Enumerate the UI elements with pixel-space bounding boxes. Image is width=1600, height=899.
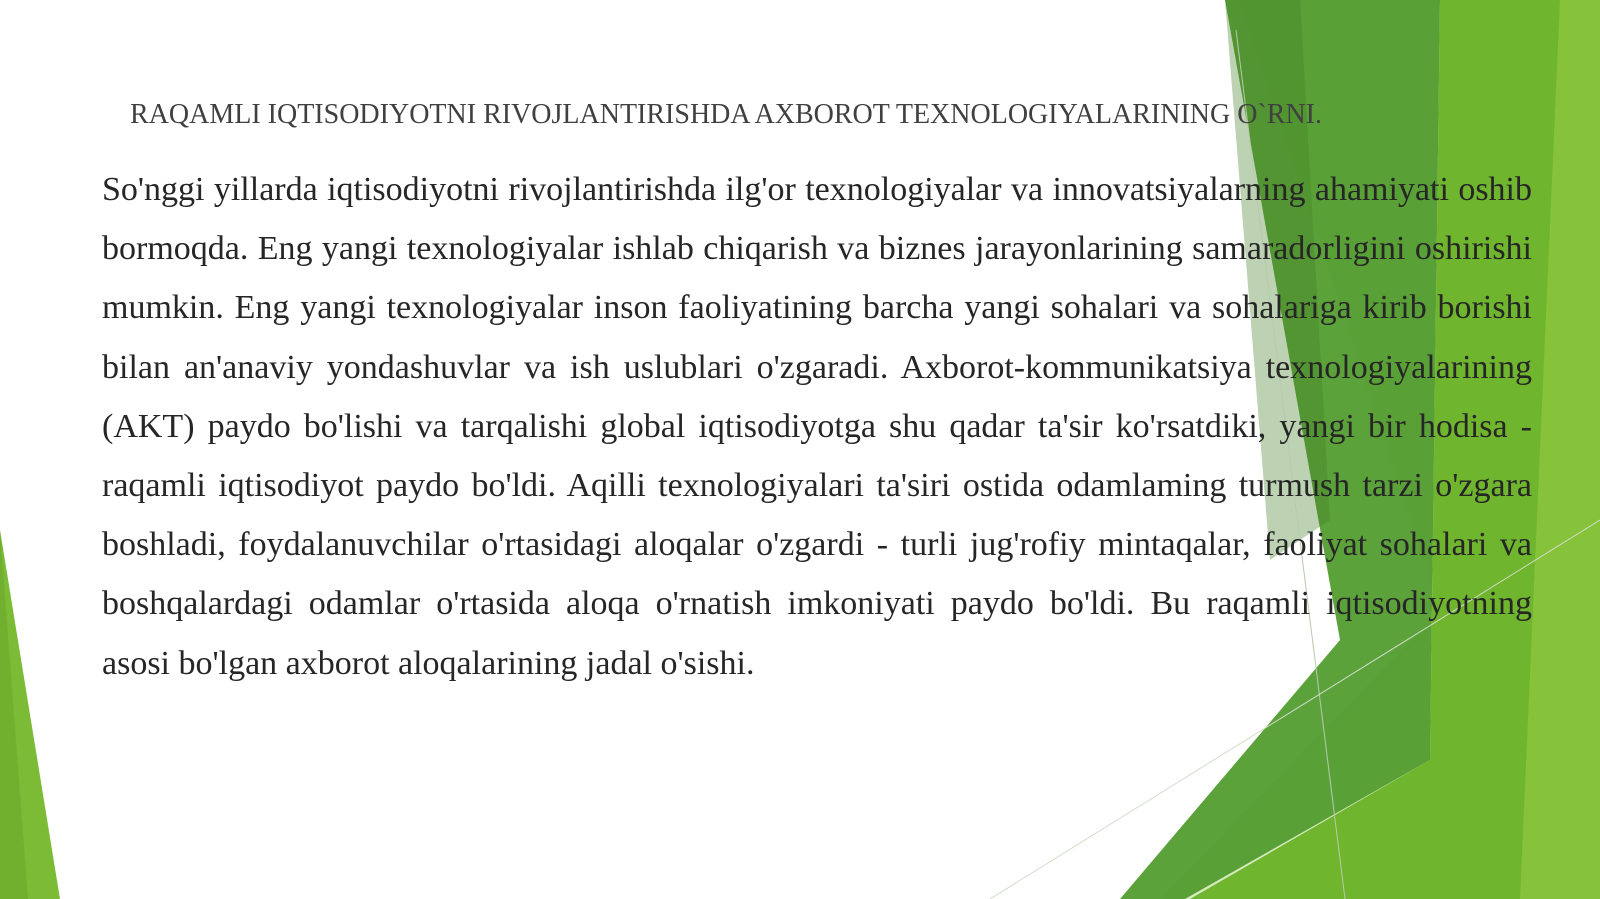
slide-body-text: So'nggi yillarda iqtisodiyotni rivojlantirishda ilg'or texnologiyalar va innovatsiyalarning ahamiyati oshib bormoqda. Eng yangi texnologiyalar ishlab chiqarish va biznes jarayonlarining samaradorligini oshirishi mumkin. Eng yangi texnologiyalar inson faoliyatining barcha yangi sohalari va sohalariga kirib borishi bilan an'anaviy yondashuvlar va ish uslublari o'zgaradi. Axborot-kommunikatsiya texnologiyalarining (AKT) paydo bo'lishi va tarqalishi global iqtisodiyotga shu qadar ta'sir ko'rsatdiki, yangi bir hodisa - raqamli iqtisodiyot paydo bo'ldi. Aqilli texnologiyalari ta'siri ostida odamlaming turmush tarzi o'zgara boshladi, foydalanuvchilar o'rtasidagi aloqalar o'zgardi - turli jug'rofiy mintaqalar, faoliyat sohalari va boshqalardagi odamlar o'rtasida aloqa o'rnatish imkoniyati paydo bo'ldi. Bu raqamli iqtisodiyotning asosi bo'lgan axborot aloqalarining jadal o'sishi. (102, 171, 1532, 682)
slide-title: RAQAMLI IQTISODIYOTNI RIVOJLANTIRISHDA AXBOROT TEXNOLOGIYALARINING O`RNI. (130, 99, 1322, 130)
